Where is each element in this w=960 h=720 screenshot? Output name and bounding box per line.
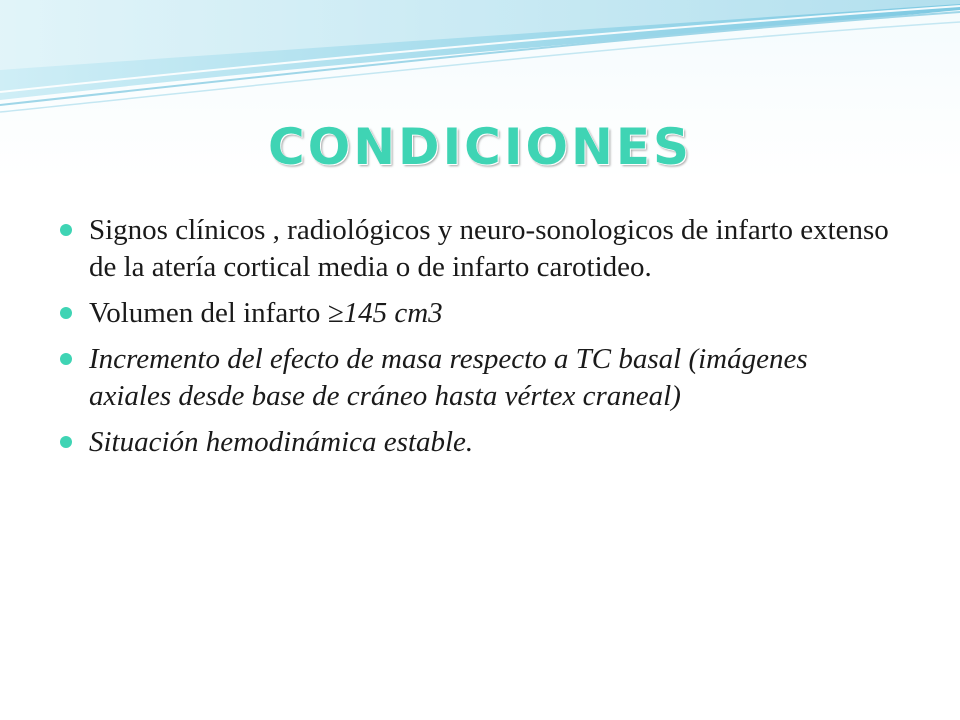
bullet-item xyxy=(60,424,890,461)
bullet-dot-icon xyxy=(60,353,72,365)
bullet-list xyxy=(60,212,890,470)
bullet-text-italic: ≥145 cm3 xyxy=(327,297,443,329)
bullet-item xyxy=(60,295,890,332)
bullet-item xyxy=(60,341,890,415)
header-swoosh xyxy=(0,0,960,130)
bullet-text-italic: Situación hemodinámica estable. xyxy=(89,426,474,458)
bullet-item xyxy=(60,212,890,286)
bullet-dot-icon xyxy=(60,436,72,448)
bullet-text: Signos clínicos , radiológicos y neuro-sonologicos de infarto extenso de la atería cortical media o de infarto carotideo. xyxy=(89,214,889,283)
bullet-dot-icon xyxy=(60,224,72,236)
slide-title: CONDICIONES xyxy=(268,118,692,176)
bullet-text: Volumen del infarto xyxy=(89,297,328,329)
bullet-dot-icon xyxy=(60,307,72,319)
bullet-text-italic: Incremento del efecto de masa respecto a TC basal (imágenes axiales desde base de cráneo hasta vértex craneal) xyxy=(89,343,808,412)
